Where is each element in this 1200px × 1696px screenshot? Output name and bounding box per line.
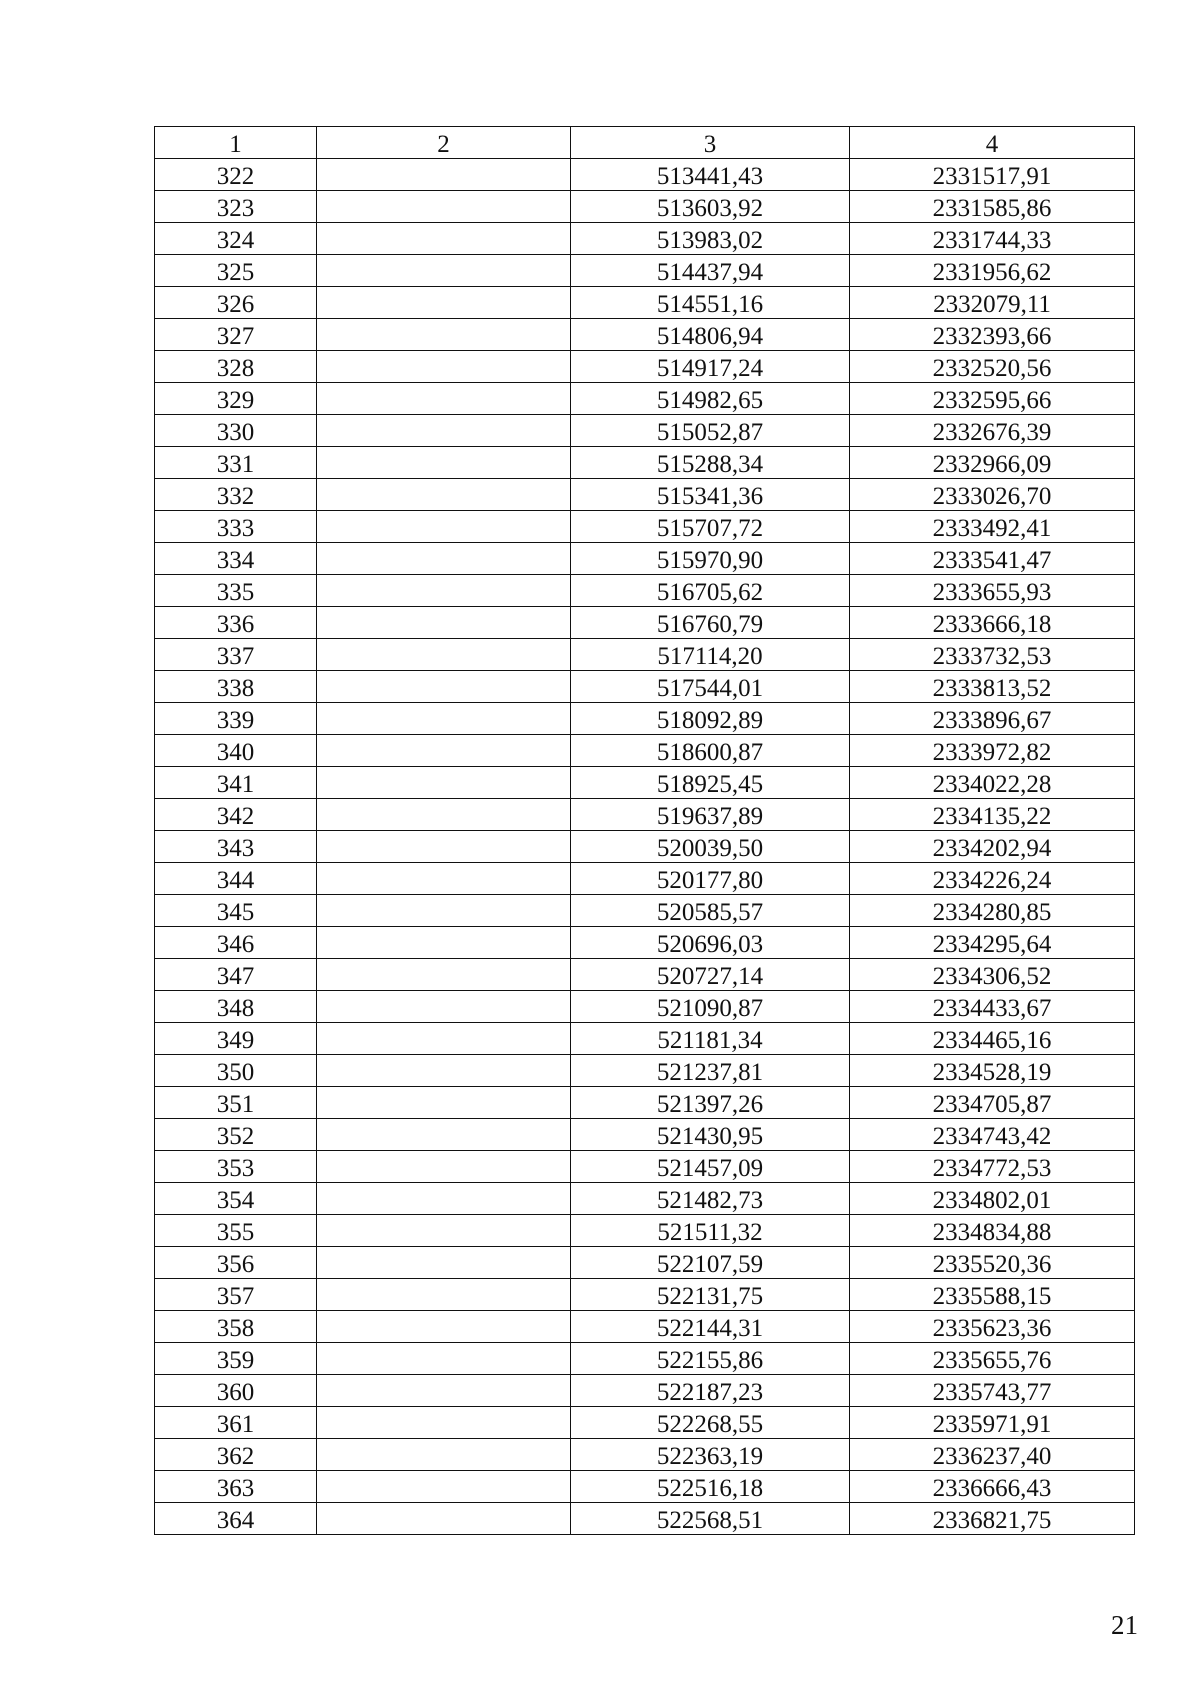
description-cell [317, 159, 571, 191]
description-cell [317, 1471, 571, 1503]
column-header-2: 2 [317, 127, 571, 159]
point-number-cell: 343 [155, 831, 317, 863]
x-coordinate-cell: 514437,94 [571, 255, 850, 287]
x-coordinate-cell: 514982,65 [571, 383, 850, 415]
x-coordinate-cell: 515052,87 [571, 415, 850, 447]
table-row [155, 191, 1135, 223]
x-coordinate-cell: 521397,26 [571, 1087, 850, 1119]
y-coordinate-cell: 2333972,82 [850, 735, 1135, 767]
coordinates-table [154, 126, 1135, 1535]
y-coordinate-cell: 2334705,87 [850, 1087, 1135, 1119]
x-coordinate-cell: 522144,31 [571, 1311, 850, 1343]
y-coordinate-cell: 2331585,86 [850, 191, 1135, 223]
description-cell [317, 1503, 571, 1535]
point-number-cell: 325 [155, 255, 317, 287]
x-coordinate-cell: 521237,81 [571, 1055, 850, 1087]
table-row [155, 1471, 1135, 1503]
table-row [155, 1311, 1135, 1343]
point-number-cell: 347 [155, 959, 317, 991]
y-coordinate-cell: 2335971,91 [850, 1407, 1135, 1439]
x-coordinate-cell: 522516,18 [571, 1471, 850, 1503]
point-number-cell: 360 [155, 1375, 317, 1407]
y-coordinate-cell: 2334834,88 [850, 1215, 1135, 1247]
x-coordinate-cell: 515707,72 [571, 511, 850, 543]
point-number-cell: 334 [155, 543, 317, 575]
x-coordinate-cell: 518600,87 [571, 735, 850, 767]
point-number-cell: 356 [155, 1247, 317, 1279]
point-number-cell: 355 [155, 1215, 317, 1247]
table-row [155, 927, 1135, 959]
description-cell [317, 543, 571, 575]
point-number-cell: 344 [155, 863, 317, 895]
y-coordinate-cell: 2336237,40 [850, 1439, 1135, 1471]
point-number-cell: 322 [155, 159, 317, 191]
x-coordinate-cell: 520177,80 [571, 863, 850, 895]
description-cell [317, 415, 571, 447]
description-cell [317, 191, 571, 223]
x-coordinate-cell: 514806,94 [571, 319, 850, 351]
x-coordinate-cell: 522568,51 [571, 1503, 850, 1535]
y-coordinate-cell: 2332520,56 [850, 351, 1135, 383]
description-cell [317, 479, 571, 511]
x-coordinate-cell: 514917,24 [571, 351, 850, 383]
table-row [155, 1343, 1135, 1375]
table-row [155, 1215, 1135, 1247]
description-cell [317, 351, 571, 383]
point-number-cell: 342 [155, 799, 317, 831]
table-row [155, 1183, 1135, 1215]
point-number-cell: 346 [155, 927, 317, 959]
y-coordinate-cell: 2334772,53 [850, 1151, 1135, 1183]
column-header-3: 3 [571, 127, 850, 159]
description-cell [317, 991, 571, 1023]
description-cell [317, 1183, 571, 1215]
table-row [155, 223, 1135, 255]
y-coordinate-cell: 2332393,66 [850, 319, 1135, 351]
x-coordinate-cell: 521430,95 [571, 1119, 850, 1151]
y-coordinate-cell: 2334280,85 [850, 895, 1135, 927]
x-coordinate-cell: 513603,92 [571, 191, 850, 223]
description-cell [317, 255, 571, 287]
point-number-cell: 328 [155, 351, 317, 383]
x-coordinate-cell: 520039,50 [571, 831, 850, 863]
page-number: 21 [1111, 1610, 1138, 1640]
y-coordinate-cell: 2336821,75 [850, 1503, 1135, 1535]
y-coordinate-cell: 2334743,42 [850, 1119, 1135, 1151]
description-cell [317, 223, 571, 255]
y-coordinate-cell: 2333732,53 [850, 639, 1135, 671]
y-coordinate-cell: 2333666,18 [850, 607, 1135, 639]
y-coordinate-cell: 2334433,67 [850, 991, 1135, 1023]
table-row [155, 479, 1135, 511]
point-number-cell: 326 [155, 287, 317, 319]
column-header-4: 4 [850, 127, 1135, 159]
table-row [155, 991, 1135, 1023]
y-coordinate-cell: 2332966,09 [850, 447, 1135, 479]
x-coordinate-cell: 517114,20 [571, 639, 850, 671]
point-number-cell: 329 [155, 383, 317, 415]
description-cell [317, 671, 571, 703]
y-coordinate-cell: 2333896,67 [850, 703, 1135, 735]
table-row [155, 1279, 1135, 1311]
y-coordinate-cell: 2331956,62 [850, 255, 1135, 287]
point-number-cell: 353 [155, 1151, 317, 1183]
y-coordinate-cell: 2333541,47 [850, 543, 1135, 575]
table-row [155, 863, 1135, 895]
x-coordinate-cell: 513983,02 [571, 223, 850, 255]
y-coordinate-cell: 2335743,77 [850, 1375, 1135, 1407]
description-cell [317, 511, 571, 543]
description-cell [317, 1023, 571, 1055]
y-coordinate-cell: 2334528,19 [850, 1055, 1135, 1087]
x-coordinate-cell: 520727,14 [571, 959, 850, 991]
y-coordinate-cell: 2334295,64 [850, 927, 1135, 959]
y-coordinate-cell: 2333026,70 [850, 479, 1135, 511]
point-number-cell: 337 [155, 639, 317, 671]
table-row [155, 895, 1135, 927]
table-row [155, 959, 1135, 991]
point-number-cell: 330 [155, 415, 317, 447]
table-row [155, 447, 1135, 479]
x-coordinate-cell: 522155,86 [571, 1343, 850, 1375]
x-coordinate-cell: 521511,32 [571, 1215, 850, 1247]
y-coordinate-cell: 2332676,39 [850, 415, 1135, 447]
description-cell [317, 287, 571, 319]
description-cell [317, 1375, 571, 1407]
y-coordinate-cell: 2334135,22 [850, 799, 1135, 831]
description-cell [317, 1087, 571, 1119]
x-coordinate-cell: 515970,90 [571, 543, 850, 575]
x-coordinate-cell: 519637,89 [571, 799, 850, 831]
description-cell [317, 1215, 571, 1247]
description-cell [317, 447, 571, 479]
table-row [155, 351, 1135, 383]
y-coordinate-cell: 2334802,01 [850, 1183, 1135, 1215]
point-number-cell: 358 [155, 1311, 317, 1343]
x-coordinate-cell: 517544,01 [571, 671, 850, 703]
table-row [155, 735, 1135, 767]
x-coordinate-cell: 516760,79 [571, 607, 850, 639]
x-coordinate-cell: 522187,23 [571, 1375, 850, 1407]
point-number-cell: 357 [155, 1279, 317, 1311]
description-cell [317, 1247, 571, 1279]
description-cell [317, 1279, 571, 1311]
y-coordinate-cell: 2334022,28 [850, 767, 1135, 799]
description-cell [317, 831, 571, 863]
description-cell [317, 703, 571, 735]
table-row [155, 1055, 1135, 1087]
point-number-cell: 349 [155, 1023, 317, 1055]
x-coordinate-cell: 521457,09 [571, 1151, 850, 1183]
point-number-cell: 361 [155, 1407, 317, 1439]
y-coordinate-cell: 2336666,43 [850, 1471, 1135, 1503]
description-cell [317, 1151, 571, 1183]
description-cell [317, 895, 571, 927]
table-row [155, 319, 1135, 351]
x-coordinate-cell: 522363,19 [571, 1439, 850, 1471]
point-number-cell: 339 [155, 703, 317, 735]
point-number-cell: 350 [155, 1055, 317, 1087]
point-number-cell: 335 [155, 575, 317, 607]
column-header-1: 1 [155, 127, 317, 159]
point-number-cell: 354 [155, 1183, 317, 1215]
point-number-cell: 345 [155, 895, 317, 927]
x-coordinate-cell: 522131,75 [571, 1279, 850, 1311]
description-cell [317, 735, 571, 767]
description-cell [317, 1407, 571, 1439]
x-coordinate-cell: 522268,55 [571, 1407, 850, 1439]
x-coordinate-cell: 518092,89 [571, 703, 850, 735]
table-row [155, 1439, 1135, 1471]
table-header [155, 127, 1135, 159]
description-cell [317, 767, 571, 799]
y-coordinate-cell: 2333492,41 [850, 511, 1135, 543]
description-cell [317, 959, 571, 991]
y-coordinate-cell: 2334465,16 [850, 1023, 1135, 1055]
y-coordinate-cell: 2335623,36 [850, 1311, 1135, 1343]
y-coordinate-cell: 2335655,76 [850, 1343, 1135, 1375]
description-cell [317, 639, 571, 671]
table-row [155, 1407, 1135, 1439]
table-body [155, 159, 1135, 1535]
point-number-cell: 341 [155, 767, 317, 799]
point-number-cell: 351 [155, 1087, 317, 1119]
description-cell [317, 863, 571, 895]
x-coordinate-cell: 515341,36 [571, 479, 850, 511]
table-row [155, 767, 1135, 799]
point-number-cell: 363 [155, 1471, 317, 1503]
point-number-cell: 348 [155, 991, 317, 1023]
table-row [155, 383, 1135, 415]
y-coordinate-cell: 2331517,91 [850, 159, 1135, 191]
table-row [155, 831, 1135, 863]
point-number-cell: 327 [155, 319, 317, 351]
y-coordinate-cell: 2334306,52 [850, 959, 1135, 991]
description-cell [317, 383, 571, 415]
x-coordinate-cell: 521482,73 [571, 1183, 850, 1215]
y-coordinate-cell: 2331744,33 [850, 223, 1135, 255]
description-cell [317, 575, 571, 607]
table-row [155, 159, 1135, 191]
table-row [155, 1087, 1135, 1119]
y-coordinate-cell: 2332079,11 [850, 287, 1135, 319]
y-coordinate-cell: 2334226,24 [850, 863, 1135, 895]
table-row [155, 511, 1135, 543]
x-coordinate-cell: 520696,03 [571, 927, 850, 959]
table-row [155, 1119, 1135, 1151]
y-coordinate-cell: 2333813,52 [850, 671, 1135, 703]
table-row [155, 287, 1135, 319]
header-row [155, 127, 1135, 159]
x-coordinate-cell: 516705,62 [571, 575, 850, 607]
x-coordinate-cell: 518925,45 [571, 767, 850, 799]
x-coordinate-cell: 513441,43 [571, 159, 850, 191]
point-number-cell: 331 [155, 447, 317, 479]
y-coordinate-cell: 2333655,93 [850, 575, 1135, 607]
description-cell [317, 799, 571, 831]
x-coordinate-cell: 521090,87 [571, 991, 850, 1023]
point-number-cell: 359 [155, 1343, 317, 1375]
point-number-cell: 340 [155, 735, 317, 767]
table-row [155, 1247, 1135, 1279]
description-cell [317, 1055, 571, 1087]
table-row [155, 543, 1135, 575]
point-number-cell: 332 [155, 479, 317, 511]
description-cell [317, 607, 571, 639]
point-number-cell: 323 [155, 191, 317, 223]
y-coordinate-cell: 2335520,36 [850, 1247, 1135, 1279]
x-coordinate-cell: 514551,16 [571, 287, 850, 319]
table-row [155, 799, 1135, 831]
x-coordinate-cell: 515288,34 [571, 447, 850, 479]
description-cell [317, 319, 571, 351]
y-coordinate-cell: 2335588,15 [850, 1279, 1135, 1311]
x-coordinate-cell: 522107,59 [571, 1247, 850, 1279]
x-coordinate-cell: 520585,57 [571, 895, 850, 927]
y-coordinate-cell: 2332595,66 [850, 383, 1135, 415]
table-row [155, 607, 1135, 639]
table-row [155, 255, 1135, 287]
description-cell [317, 1119, 571, 1151]
point-number-cell: 338 [155, 671, 317, 703]
table-row [155, 639, 1135, 671]
table-row [155, 1151, 1135, 1183]
description-cell [317, 1311, 571, 1343]
table-row [155, 1023, 1135, 1055]
point-number-cell: 336 [155, 607, 317, 639]
description-cell [317, 1343, 571, 1375]
point-number-cell: 364 [155, 1503, 317, 1535]
table-row [155, 575, 1135, 607]
table-row [155, 1375, 1135, 1407]
point-number-cell: 362 [155, 1439, 317, 1471]
point-number-cell: 324 [155, 223, 317, 255]
point-number-cell: 333 [155, 511, 317, 543]
table-row [155, 703, 1135, 735]
description-cell [317, 927, 571, 959]
table-row [155, 671, 1135, 703]
y-coordinate-cell: 2334202,94 [850, 831, 1135, 863]
point-number-cell: 352 [155, 1119, 317, 1151]
table-row [155, 1503, 1135, 1535]
description-cell [317, 1439, 571, 1471]
table-row [155, 415, 1135, 447]
x-coordinate-cell: 521181,34 [571, 1023, 850, 1055]
